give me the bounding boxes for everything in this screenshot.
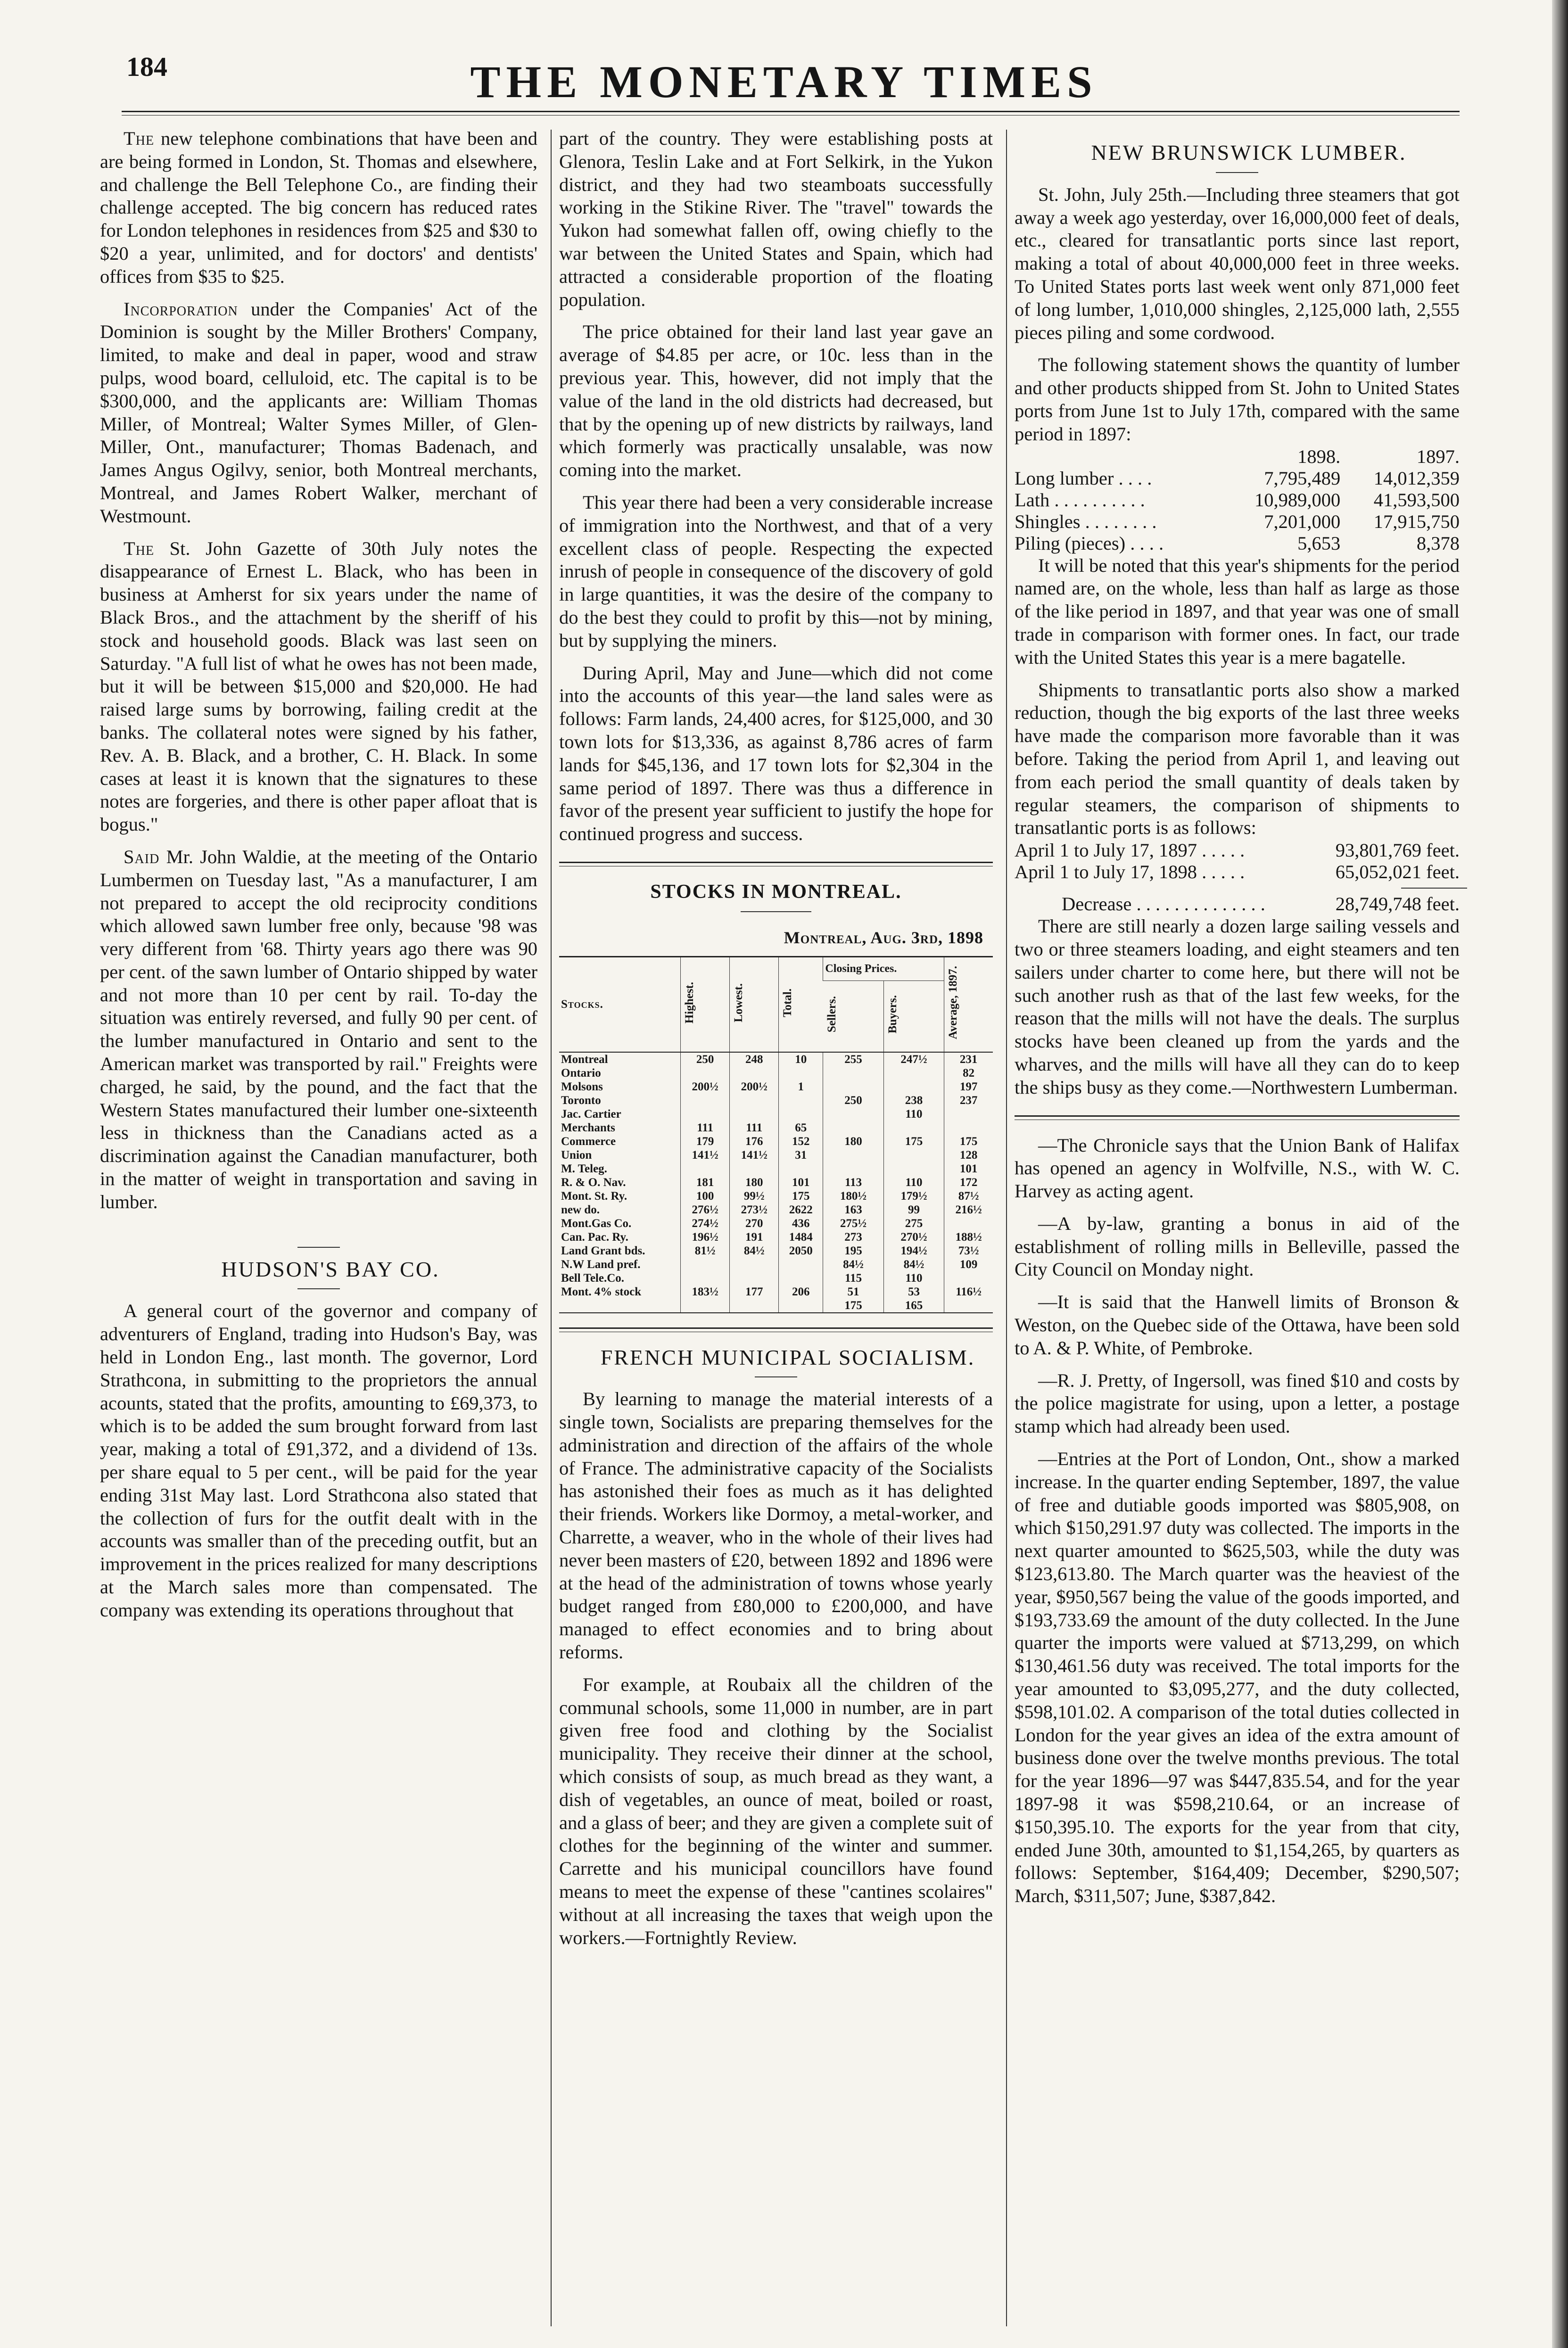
section-rule <box>741 911 811 912</box>
news-union-bank: —The Chronicle says that the Union Bank of Halifax has opened an agency in Wolfville, N.S., with W. C. Harvey as acting agent. <box>1015 1134 1460 1202</box>
article-land-price: The price obtained for their land last year gave an average of $4.85 per acre, or 10c. less than in the previous year. This, however, did not imply that the value of the land in the old districts had decreased, but that by the opening up of new districts by railways, land which formerly was practically unsalable, was now coming into the market. <box>559 321 993 481</box>
article-french-socialism: By learning to manage the material interests of a single town, Socialists are preparing themselves for the administration and direction of the affairs of the whole of France. The administrative capacity of the Socialists has astonished their foes as much as it has delighted their friends. Workers like Dormoy, a metal-worker, and Charrette, a weaver, who in the whole of their lives had never been masters of £20, between 1892 and 1896 were at the head of the administration of towns whose yearly budget ranged from £80,000 to £200,000, and have managed to effect economies and to bring about reforms. <box>559 1388 993 1663</box>
news-ingersoll: —R. J. Pretty, of Ingersoll, was fined $10 and costs by the police magistrate for using, upon a letter, a postage stamp which had already been used. <box>1015 1369 1460 1437</box>
article-immigration: This year there had been a very considerable increase of immigration into the Northwest, and that of a very excellent class of people. Respecting the expected inrush of people in consequence of the discovery of gold in large quantities, it was the desire of the company to do the best they could to profit by this—not by mining, but by supplying the miners. <box>559 491 993 651</box>
heading-hudsons-bay: HUDSON'S BAY CO. <box>221 1257 440 1281</box>
table-row: Commerce 179 176 152 180 175 175 <box>559 1135 993 1148</box>
table-row: Montreal 250 248 10 255 247½ 231 <box>559 1052 993 1066</box>
table-row: Long lumber . . . . 7,795,489 14,012,359 <box>1015 467 1460 489</box>
col-sellers: Sellers. <box>825 996 838 1033</box>
masthead: THE MONETARY TIMES <box>470 57 1098 107</box>
table-row: Molsons 200½ 200½ 1 197 <box>559 1080 993 1094</box>
section-rule <box>1216 172 1258 173</box>
table-row: Toronto 250 238 237 <box>559 1094 993 1107</box>
table-row: Decrease . . . . . . . . . . . . . . 28,749,748 feet. <box>1062 893 1460 915</box>
table-row: Land Grant bds. 81½ 84½ 2050 195 194½ 73½ <box>559 1244 993 1258</box>
table-row: Merchants 111 111 65 <box>559 1121 993 1135</box>
table-row: 175 165 <box>559 1299 993 1313</box>
heading-french-socialism: FRENCH MUNICIPAL SOCIALISM. <box>600 1345 975 1369</box>
article-hudsons-bay-cont: part of the country. They were establishing posts at Glenora, Teslin Lake and at Fort Selkirk, in the Yukon district, and they had two steamboats successfully working in the Stikine River. The "travel" towards the Yukon had somewhat fallen off, owing chiefly to the war between the United States and Spain, which had attracted a considerable proportion of the floating population. <box>559 128 993 310</box>
table-row: M. Teleg. 101 <box>559 1162 993 1176</box>
section-rule <box>297 1288 340 1289</box>
article-nb-shipments: Shipments to transatlantic ports also show a marked reduction, though the big exports of the last three weeks have made the comparison more favorable than it was before. Taking the period from April 1, and leaving out from each period the small quantity of deals taken by regular steamers, the comparison of shipments to transatlantic ports is as follows: <box>1015 679 1460 839</box>
table-row: R. & O. Nav. 181 180 101 113 110 172 <box>559 1176 993 1189</box>
table-row: Mont. 4% stock 183½ 177 206 51 53 116½ <box>559 1285 993 1299</box>
news-port-london: —Entries at the Port of London, Ont., show a marked increase. In the quarter ending September, 1897, the value of free and dutiable goods imported was $805,908, on which $150,291.97 duty was collected. The imports in the next quarter amounted to $625,503, while the duty was $123,613.80. The March quarter was the heaviest of the year, $950,567 being the value of the goods imported, and $193,733.69 the amount of the duty collected. In the June quarter the imports were valued at $713,299, on which $130,461.56 duty was received. The total imports for the year amounted to $3,095,277, and the duty collected, $598,101.02. A comparison of the total duties collected in London for the year gives an idea of the extra amount of business done over the twelve months previous. The total for the year 1896—97 was $447,835.54, and for the year 1897-98 it was $598,210.64, or an increase of $150,395.10. The exports for the year from that city, ended June 30th, amounted to $1,154,265, by quarters as follows: September, $164,409; December, $290,507; March, $311,507; June, $387,842. <box>1015 1448 1460 1907</box>
table-row: Shingles . . . . . . . . 7,201,000 17,915,750 <box>1015 511 1460 532</box>
news-hanwell-limits: —It is said that the Hanwell limits of Bronson & Weston, on the Quebec side of the Ottawa, have been sold to A. & P. White, of Pembroke. <box>1015 1291 1460 1359</box>
column-rule <box>551 130 552 2326</box>
col-highest: Highest. <box>681 956 730 1052</box>
table-row: new do. 276½ 273½ 2622 163 99 216½ <box>559 1203 993 1217</box>
table-row: Can. Pac. Ry. 196½ 191 1484 273 270½ 188½ <box>559 1230 993 1244</box>
article-telephone: The new telephone combinations that have been and are being formed in London, St. Thomas and elsewhere, and challenge the Bell Telephone Co., are finding their challenge accepted. The big concern has reduced rates for London telephones in residences from $25 and $30 to $20 a year, unlimited, and for doctors' and dentists' offices from $35 to $25. <box>100 128 537 287</box>
year-1897: 1897. <box>1416 445 1460 467</box>
stocks-table <box>559 956 993 1313</box>
table-row: Mont.Gas Co. 274½ 270 436 275½ 275 <box>559 1217 993 1230</box>
table-row: Ontario 82 <box>559 1066 993 1080</box>
column-3 <box>1015 141 1460 1908</box>
scan-edge-shadow <box>1552 0 1568 2348</box>
section-rule <box>297 1247 340 1248</box>
article-waldie: Said Mr. John Waldie, at the meeting of the Ontario Lumbermen on Tuesday last, "As a manufacturer, I am not prepared to accept the old reciprocity conditions which allowed sawn lumber free only, because '98 was very different from '68. Thirty years ago there was 90 per cent. of the sawn lumber of Ontario shipped by water and not more than 10 per cent by rail. To-day the situation was entirely reversed, and fully 90 per cent. of the lumber manufactured in Ontario and sent to the American market was transported by rail." Freights were charged, he said, by the pound, and the fact that the Western States manufactured their lumber one-sixteenth less in thickness than the Canadians acted as a discrimination against the Canadian manufacturer, both in the matter of weight in transportation and saving in lumber. <box>100 846 537 1212</box>
article-land-sales: During April, May and June—which did not come into the accounts of this year—the land sales were as follows: Farm lands, 24,400 acres, for $125,000, and 30 town lots for $13,336, as against 8,786 acres of farm lands for $45,136, and 17 town lots for $2,304 in the same period of 1897. There was thus a difference in favor of the present year sufficient to justify the hope for continued progress and success. <box>559 662 993 845</box>
stocks-table-body <box>559 1052 993 1313</box>
article-hudsons-bay: A general court of the governor and company of adventurers of England, trading into Hudson's Bay, was held in London Eng., last month. The governor, Lord Strathcona, in submitting to the proprietors the annual acounts, stated that the profits, amounting to £69,373, to which is to be added the sum brought forward from last year, making a total of £91,372, and a dividend of 13s. per share equal to 5 per cent., will be paid for the year ending 31st May last. Lord Strathcona also stated that the collection of furs for the outfit dealt with in the accounts was smaller than of the preceding outfit, but an improvement in the prices realized for many descriptions at the March sales more than compensated. The company was extending its operations throughout that <box>100 1300 537 1621</box>
col-total: Total. <box>779 956 823 1052</box>
article-nb-statement: The following statement shows the quantity of lumber and other products shipped from St. John to United States ports from June 1st to July 17th, compared with the same period in 1897: <box>1015 354 1460 445</box>
table-row: Lath . . . . . . . . . . 10,989,000 41,593,500 <box>1015 489 1460 511</box>
column-rule <box>1006 130 1007 2326</box>
table-row: Bell Tele.Co. 115 110 <box>559 1271 993 1285</box>
article-nb-comparison: It will be noted that this year's shipments for the period named are, on the whole, less than half as large as those of the like period in 1897, and that year was one of small trade in comparison with former ones. In fact, our trade with the United States this year is a mere bagatelle. <box>1015 554 1460 668</box>
year-1898: 1898. <box>1297 445 1341 467</box>
article-nb-vessels: There are still nearly a dozen large sailing vessels and two or three steamers loading, and eight steamers and ten sailers under charter to come here, but there will not be such another rush as that of the last few weeks, for the reason that the mills will not have the deals. The surplus stocks have been cleaned up from the yards and the wharves, and the mills will have all they can do to keep the ships busy as they come.—Northwestern Lumberman. <box>1015 915 1460 1098</box>
stocks-date: Montreal, Aug. 3rd, 1898 <box>784 928 983 947</box>
shipments-table <box>1015 840 1460 883</box>
section-rule <box>755 1376 797 1377</box>
sum-rule <box>1401 888 1467 889</box>
col-closing-prices: Closing Prices. <box>823 956 944 980</box>
section-double-rule <box>559 862 993 866</box>
table-row: Piling (pieces) . . . . 5,653 8,378 <box>1015 532 1460 554</box>
lumber-table <box>1015 446 1460 554</box>
col-buyers: Buyers. <box>883 980 944 1052</box>
column-1 <box>100 127 537 1622</box>
page-number: 184 <box>126 51 167 82</box>
news-belleville: —A by-law, granting a bonus in aid of the establishment of rolling mills in Belleville, passed the City Council on Monday night. <box>1015 1212 1460 1280</box>
col-lowest: Lowest. <box>730 956 779 1052</box>
section-double-rule <box>1015 1115 1460 1120</box>
table-row: April 1 to July 17, 1898 . . . . . 65,052,021 feet. <box>1015 861 1460 883</box>
table-row: Mont. St. Ry. 100 99½ 175 180½ 179½ 87½ <box>559 1189 993 1203</box>
col-average-1897: Average, 1897. <box>944 956 993 1052</box>
heading-stocks: STOCKS IN MONTREAL. <box>650 881 902 903</box>
decrease-table <box>1015 893 1460 915</box>
header-rule <box>122 111 1460 112</box>
article-roubaix: For example, at Roubaix all the children of the communal schools, some 11,000 in number, are in part given free food and clothing by the Socialist municipality. They receive their dinner at the school, which consists of soup, as much bread as they want, a dish of vegetables, an ounce of meat, boiled or roast, and a glass of beer; and they are given a complete suit of clothes for the beginning of the winter and summer. Carrette and his municipal councillors have found means to meet the expense of these "cantines scolaires" without at all increasing the taxes that weigh upon the workers.—Fortnightly Review. <box>559 1673 993 1948</box>
col-stocks: Stocks. <box>561 998 603 1011</box>
table-row: Jac. Cartier 110 <box>559 1107 993 1121</box>
table-row: Union 141½ 141½ 31 128 <box>559 1148 993 1162</box>
section-double-rule <box>559 1327 993 1332</box>
table-row: N.W Land pref. 84½ 84½ 109 <box>559 1258 993 1271</box>
article-nb-lumber: St. John, July 25th.—Including three steamers that got away a week ago yesterday, over 16,000,000 feet of deals, etc., cleared for transatlantic ports since last report, making a total of about 40,000,000 feet in three weeks. To United States ports last week went only 871,000 feet of long lumber, 1,010,000 shingles, 2,125,000 lath, 2,555 pieces piling and some cordwood. <box>1015 183 1460 343</box>
article-black-bros: The St. John Gazette of 30th July notes the disappearance of Ernest L. Black, who has been in business at Amherst for six years under the name of Black Bros., and the attachment by the sheriff of his stock and household goods. Black was last seen on Saturday. "A full list of what he owes has not been made, but it will be between $15,000 and $20,000. He had raised large sums by borrowing, failing credit at the banks. The collateral notes were signed by his father, Rev. A. B. Black, and a brother, C. H. Black. In some cases at least it is known that the signatures to these notes are forgeries, and there is other paper afloat that is bogus." <box>100 537 537 835</box>
column-2 <box>559 127 993 1949</box>
heading-new-brunswick-lumber: NEW BRUNSWICK LUMBER. <box>1091 140 1407 165</box>
article-incorporation: Incorporation under the Companies' Act of the Dominion is sought by the Miller Brothers' Company, limited, to make and deal in paper, wood and straw pulps, wood board, celluloid, etc. The capital is to be $300,000, and the applicants are: William Thomas Miller, of Montreal; Walter Symes Miller, of Glen-Miller, Ont., manufacturer; Thomas Badenach, and James Angus Ogilvy, senior, both Montreal merchants, Montreal, and James Robert Walker, merchant of Westmount. <box>100 298 537 527</box>
table-row: April 1 to July 17, 1897 . . . . . 93,801,769 feet. <box>1015 840 1460 861</box>
